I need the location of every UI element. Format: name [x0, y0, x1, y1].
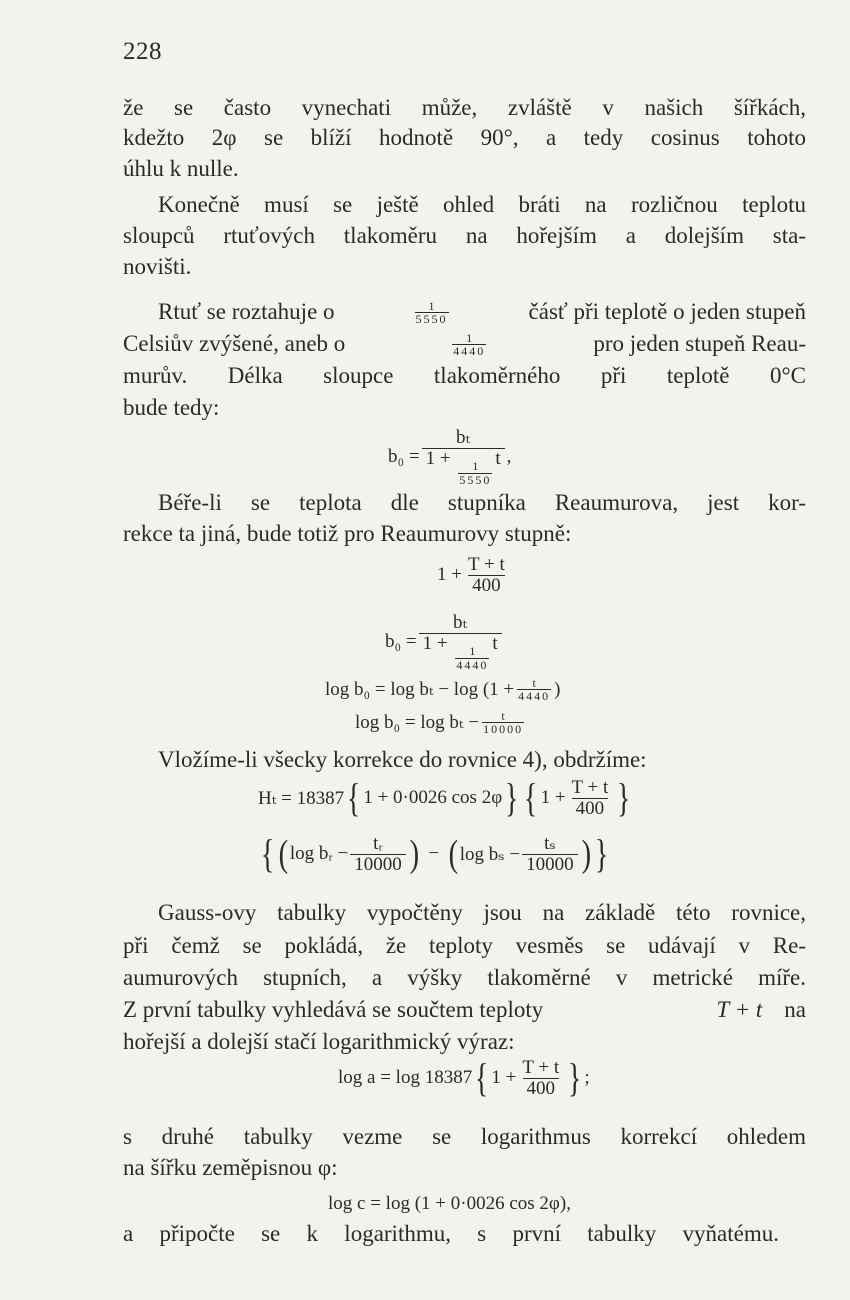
eq-part: log bₛ − — [459, 843, 521, 865]
eq-tail: ; — [584, 1067, 590, 1089]
fraction-denominator — [422, 448, 505, 486]
eq-tail: , — [506, 446, 512, 468]
eq-part: 1 + — [437, 564, 462, 586]
eq-part: − — [428, 843, 440, 865]
fraction-numerator: 1 — [428, 298, 435, 313]
equation-9: log c = log (1 + 0·0026 cos 2φ), — [328, 1193, 571, 1214]
fraction-denominator — [419, 633, 502, 671]
fraction — [350, 834, 406, 875]
inline-fraction — [482, 710, 524, 735]
fraction — [464, 555, 509, 596]
text-line: Konečně musí se ještě ohled bráti na rozličnou teplotu — [158, 192, 806, 217]
fraction-numerator: bₜ — [453, 612, 468, 633]
fraction-denominator: 4440 — [456, 657, 489, 672]
inline-fraction — [415, 300, 449, 325]
inline-fraction — [517, 677, 551, 702]
equation-1 — [388, 428, 511, 486]
fraction-denominator: 400 — [572, 798, 609, 819]
text-line: a připočte se k logarithmu, s první tabulky vyňatému. — [123, 1221, 779, 1246]
text-span: na — [784, 997, 806, 1022]
fraction-denominator: 10000 — [483, 722, 524, 736]
text-line — [123, 995, 806, 1025]
fraction-numerator: tᵣ — [373, 833, 383, 854]
text-span: Z první tabulky vyhledává se součtem teploty — [123, 997, 544, 1022]
text-line: hořejší a dolejší stačí logarithmický výraz: — [123, 1029, 515, 1054]
fraction-denominator: 4440 — [453, 343, 486, 358]
fraction-denominator: 10000 — [522, 854, 578, 875]
equation-6 — [258, 775, 634, 821]
inline-fraction — [455, 645, 489, 671]
left-brace: { — [475, 1055, 489, 1101]
fraction — [419, 613, 502, 671]
equation-7 — [258, 831, 612, 877]
fraction-denominator: 400 — [468, 575, 505, 596]
equation-4 — [325, 677, 560, 702]
text-span: Rtuť se roztahuje o — [158, 299, 335, 324]
text-line: na šířku zeměpisnou φ: — [123, 1155, 338, 1180]
text-span: pro jeden stupeň Reau- — [593, 331, 806, 356]
eq-part: 1 + — [425, 447, 451, 469]
fraction-numerator: 1 — [466, 330, 473, 345]
eq-lhs: log a = log 18387 — [338, 1067, 473, 1089]
fraction-numerator: t — [501, 709, 505, 723]
left-brace: { — [524, 775, 538, 821]
text-line — [123, 329, 806, 359]
fraction — [522, 834, 578, 875]
eq-lhs: b₀ = — [385, 631, 417, 653]
left-brace: { — [260, 831, 275, 877]
fraction-numerator: T + t — [522, 1057, 560, 1078]
page-number: 228 — [123, 38, 162, 65]
text-line: aumurových stupních, a výšky tlakoměrné v metrické míře. — [123, 965, 806, 990]
fraction-numerator: T + t — [571, 777, 609, 798]
inline-fraction — [458, 460, 492, 486]
fraction-numerator: bₜ — [456, 427, 471, 448]
text-line: sloupců rtuťových tlakoměru na hořejším a dolejším sta- — [123, 223, 806, 248]
right-paren: ) — [409, 833, 419, 876]
math-expression: T + t — [716, 997, 763, 1022]
fraction-numerator: 1 — [469, 643, 476, 658]
text-line: úhlu k nulle. — [123, 156, 239, 181]
text-span: Celsiův zvýšené, aneb o — [123, 331, 346, 356]
left-paren: ( — [448, 833, 459, 876]
eq-lhs: Hₜ = 18387 — [258, 787, 345, 809]
fraction — [422, 428, 505, 486]
text-line — [158, 297, 806, 327]
fraction — [518, 1058, 563, 1099]
eq-part: t — [492, 632, 498, 654]
text-line: s druhé tabulky vezme se logarithmus korrekcí ohledem — [123, 1124, 806, 1149]
right-brace: } — [595, 831, 609, 877]
left-paren: ( — [278, 833, 289, 876]
fraction-denominator: 4440 — [518, 689, 551, 703]
text-span: čásť při teplotě o jeden stupeň — [528, 299, 806, 324]
right-paren: ) — [581, 833, 591, 876]
text-line: rekce ta jiná, bude totiž pro Reaumurovy stupně: — [123, 521, 572, 546]
fraction-denominator: 400 — [523, 1078, 560, 1099]
fraction-denominator: 5550 — [459, 472, 492, 487]
equation-3 — [385, 613, 504, 671]
text-line: bude tedy: — [123, 395, 220, 420]
eq-part: 1 + — [540, 787, 566, 809]
right-brace: } — [617, 775, 631, 821]
fraction-denominator: 10000 — [350, 854, 406, 875]
text-line: Vložíme-li všecky korrekce do rovnice 4), obdržíme: — [158, 747, 647, 772]
equation-2 — [437, 555, 511, 596]
inline-fraction — [452, 332, 486, 357]
eq-part: 1 + — [422, 632, 448, 654]
text-line: Béře-li se teplota dle stupníka Reaumurova, jest kor- — [158, 490, 806, 515]
fraction-numerator: T + t — [467, 554, 505, 575]
eq-part: log b₀ = log bₜ − log (1 + — [325, 679, 515, 700]
fraction-numerator: 1 — [472, 458, 479, 473]
right-brace: } — [568, 1055, 582, 1101]
text-line: kdežto 2φ se blíží hodnotě 90°, a tedy cosinus tohoto — [123, 125, 806, 150]
text-line: murův. Délka sloupce tlakoměrného při teplotě 0°C — [123, 363, 806, 388]
fraction-numerator: tₛ — [544, 833, 556, 854]
eq-part: ) — [554, 678, 561, 700]
text-line: novišti. — [123, 254, 192, 279]
fraction — [568, 778, 613, 819]
equation-8 — [338, 1055, 590, 1101]
eq-part: log b₀ = log bₜ − — [355, 712, 480, 733]
eq-part: 1 + 0·0026 cos 2φ — [363, 787, 503, 809]
text-line: že se často vynechati může, zvláště v našich šířkách, — [123, 95, 806, 120]
equation-5 — [355, 710, 527, 735]
text-line: Gauss-ovy tabulky vypočtěny jsou na základě této rovnice, — [158, 900, 806, 925]
text-line: při čemž se pokládá, že teploty vesměs se udávají v Re- — [123, 933, 806, 958]
eq-lhs: b₀ = — [388, 446, 420, 468]
eq-part: t — [495, 447, 501, 469]
right-brace: } — [505, 775, 519, 821]
fraction-denominator: 5550 — [415, 311, 448, 326]
eq-part: 1 + — [491, 1067, 517, 1089]
fraction-numerator: t — [532, 676, 536, 690]
left-brace: { — [347, 775, 361, 821]
eq-part: log bᵣ − — [289, 843, 349, 865]
